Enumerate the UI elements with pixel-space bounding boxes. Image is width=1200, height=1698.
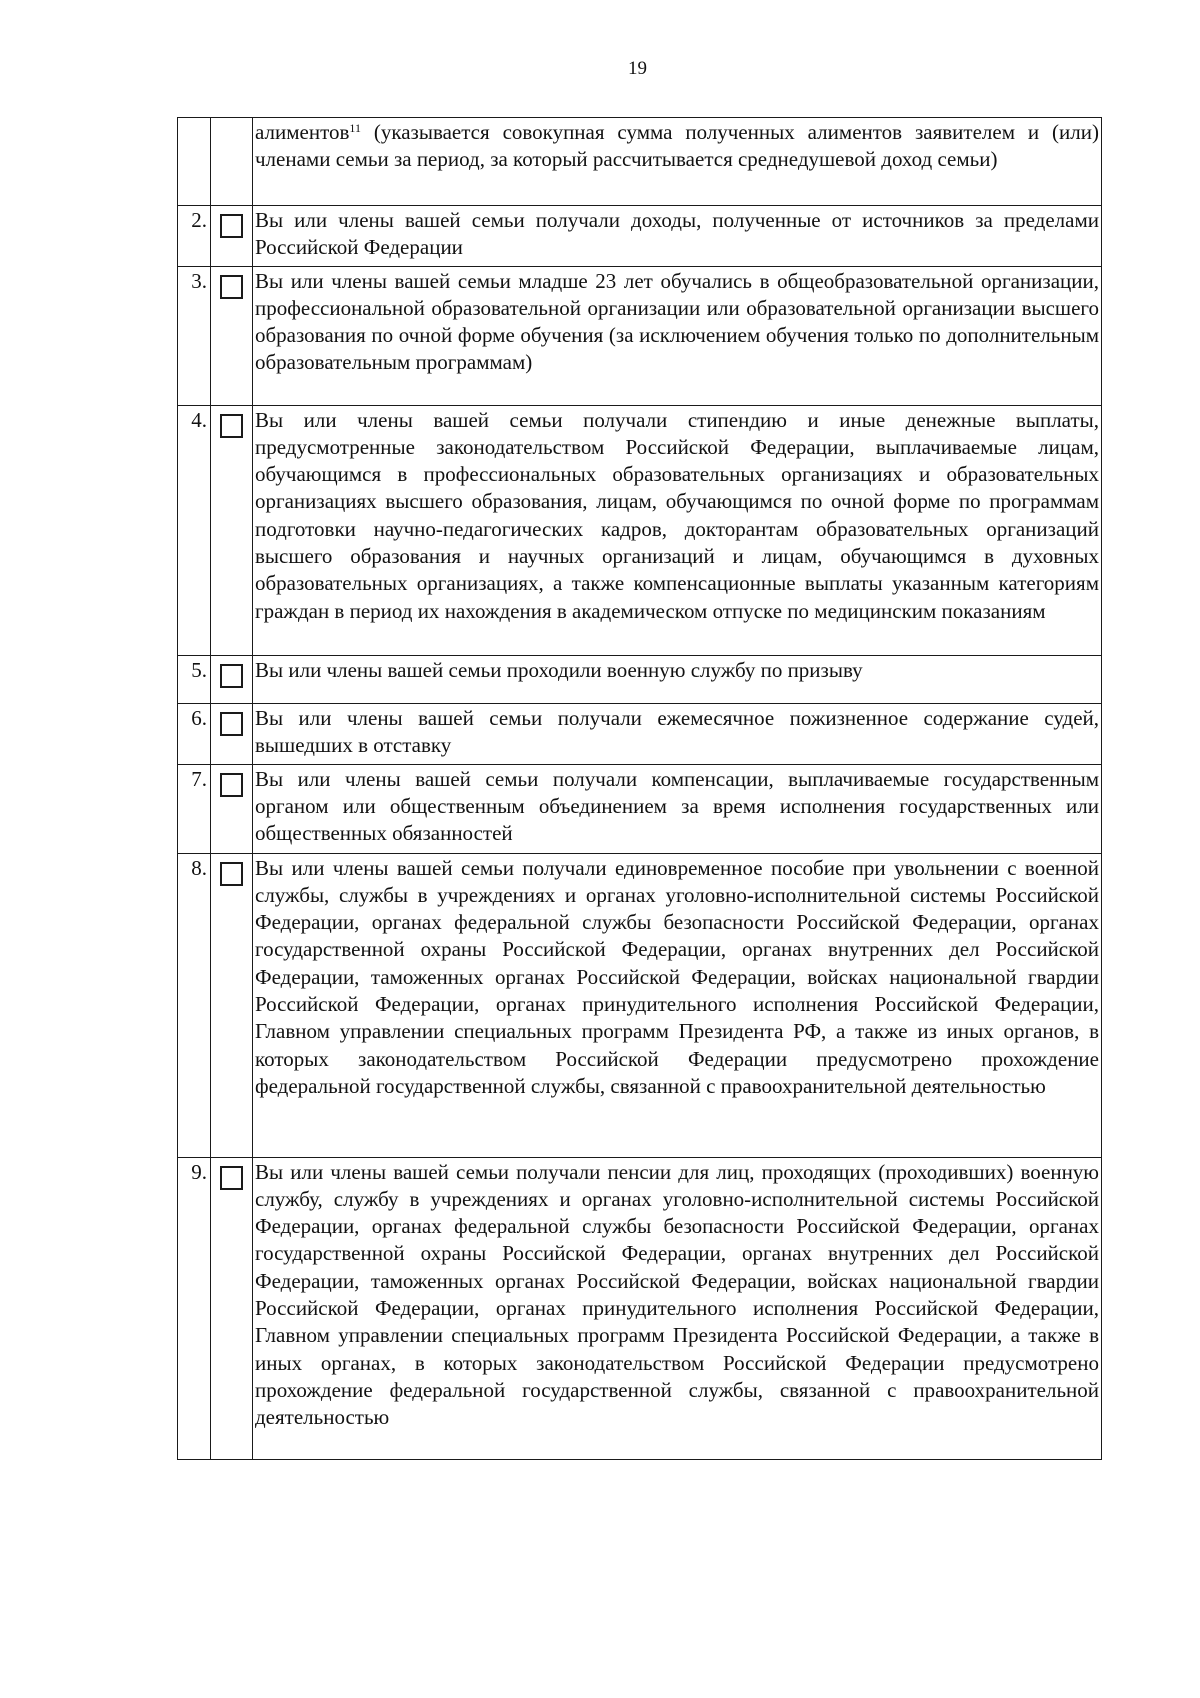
row-text [253, 118, 1102, 206]
row-number: 7. [178, 764, 211, 853]
row-text: Вы или члены вашей семьи получали компенсации, выплачиваемые государственным органом или общественным объединением за время исполнения государственных или общественных обязанностей [253, 764, 1102, 853]
row-number: 4. [178, 405, 211, 655]
row-number: 2. [178, 206, 211, 267]
checkbox-cell [211, 266, 253, 405]
row-number: 3. [178, 266, 211, 405]
table-row [178, 266, 1102, 405]
row-text: Вы или члены вашей семьи получали ежемесячное пожизненное содержание судей, вышедших в отставку [253, 703, 1102, 764]
table-row [178, 853, 1102, 1157]
checkbox[interactable] [220, 773, 243, 797]
row-text: Вы или члены вашей семьи младше 23 лет обучались в общеобразовательной организации, профессиональной образовательной организации или образовательной организации высшего образования по очной форме обучения (за исключением обучения только по дополнительным образовательным программам) [253, 266, 1102, 405]
checkbox-cell [211, 206, 253, 267]
row-number [178, 118, 211, 206]
table-row [178, 703, 1102, 764]
checkbox-cell [211, 1157, 253, 1459]
checkbox-cell [211, 764, 253, 853]
checkbox-cell [211, 853, 253, 1157]
row-text: Вы или члены вашей семьи получали пенсии для лиц, проходящих (проходивших) военную службу, службу в учреждениях и органах уголовно-исполнительной системы Российской Федерации, органах федеральной службы безопасности Российской Федерации, органах государственной охраны Российской Федерации, органах внутренних дел Российской Федерации, таможенных органах Российской Федерации, войсках национальной гвардии Российской Федерации, органах принудительного исполнения Российской Федерации, Главном управлении специальных программ Президента Российской Федерации, а также в иных органах, в которых законодательством Российской Федерации предусмотрено прохождение федеральной государственной службы, связанной с правоохранительной деятельностью [253, 1157, 1102, 1459]
row-text: Вы или члены вашей семьи получали доходы, полученные от источников за пределами Российской Федерации [253, 206, 1102, 267]
table-row [178, 405, 1102, 655]
checkbox-cell [211, 655, 253, 703]
table-row [178, 206, 1102, 267]
checkbox[interactable] [220, 664, 243, 688]
footnote-marker: 11 [349, 121, 361, 135]
row-text-rest: (указывается совокупная сумма полученных алиментов заявителем и (или) членами семьи за период, за который рассчитывается среднедушевой доход семьи) [255, 120, 1099, 172]
table-row [178, 1157, 1102, 1459]
table-row [178, 764, 1102, 853]
checkbox[interactable] [220, 862, 243, 886]
row-number: 6. [178, 703, 211, 764]
row-number: 8. [178, 853, 211, 1157]
income-sources-table [177, 117, 1102, 1460]
table-row [178, 118, 1102, 206]
row-number: 5. [178, 655, 211, 703]
checkbox[interactable] [220, 1166, 243, 1190]
checkbox[interactable] [220, 214, 243, 238]
table-row [178, 655, 1102, 703]
row-text: Вы или члены вашей семьи получали единовременное пособие при увольнении с военной службы, службы в учреждениях и органах уголовно-исполнительной системы Российской Федерации, органах федеральной службы безопасности Российской Федерации, органах государственной охраны Российской Федерации, органах внутренних дел Российской Федерации, таможенных органах Российской Федерации, войсках национальной гвардии Российской Федерации, органах принудительного исполнения Российской Федерации, Главном управлении специальных программ Президента РФ, а также из иных органов, в которых законодательством Российской Федерации предусмотрено прохождение федеральной государственной службы, связанной с правоохранительной деятельностью [253, 853, 1102, 1157]
row-text-main: алиментов [255, 120, 350, 144]
row-text: Вы или члены вашей семьи получали стипендию и иные денежные выплаты, предусмотренные законодательством Российской Федерации, выплачиваемые лицам, обучающимся в профессиональных образовательных организациях и образовательных организациях высшего образования, лицам, обучающимся по очной форме по программам подготовки научно-педагогических кадров, докторантам образовательных организаций высшего образования и научных организаций и лицам, обучающимся в духовных образовательных организациях, а также компенсационные выплаты указанным категориям граждан в период их нахождения в академическом отпуске по медицинским показаниям [253, 405, 1102, 655]
row-text: Вы или члены вашей семьи проходили военную службу по призыву [253, 655, 1102, 703]
checkbox-cell [211, 703, 253, 764]
checkbox-cell [211, 405, 253, 655]
row-number: 9. [178, 1157, 211, 1459]
checkbox[interactable] [220, 275, 243, 299]
empty-checkbox-cell [211, 118, 253, 206]
page-number: 19 [628, 58, 647, 79]
checkbox[interactable] [220, 414, 243, 438]
checkbox[interactable] [220, 712, 243, 736]
